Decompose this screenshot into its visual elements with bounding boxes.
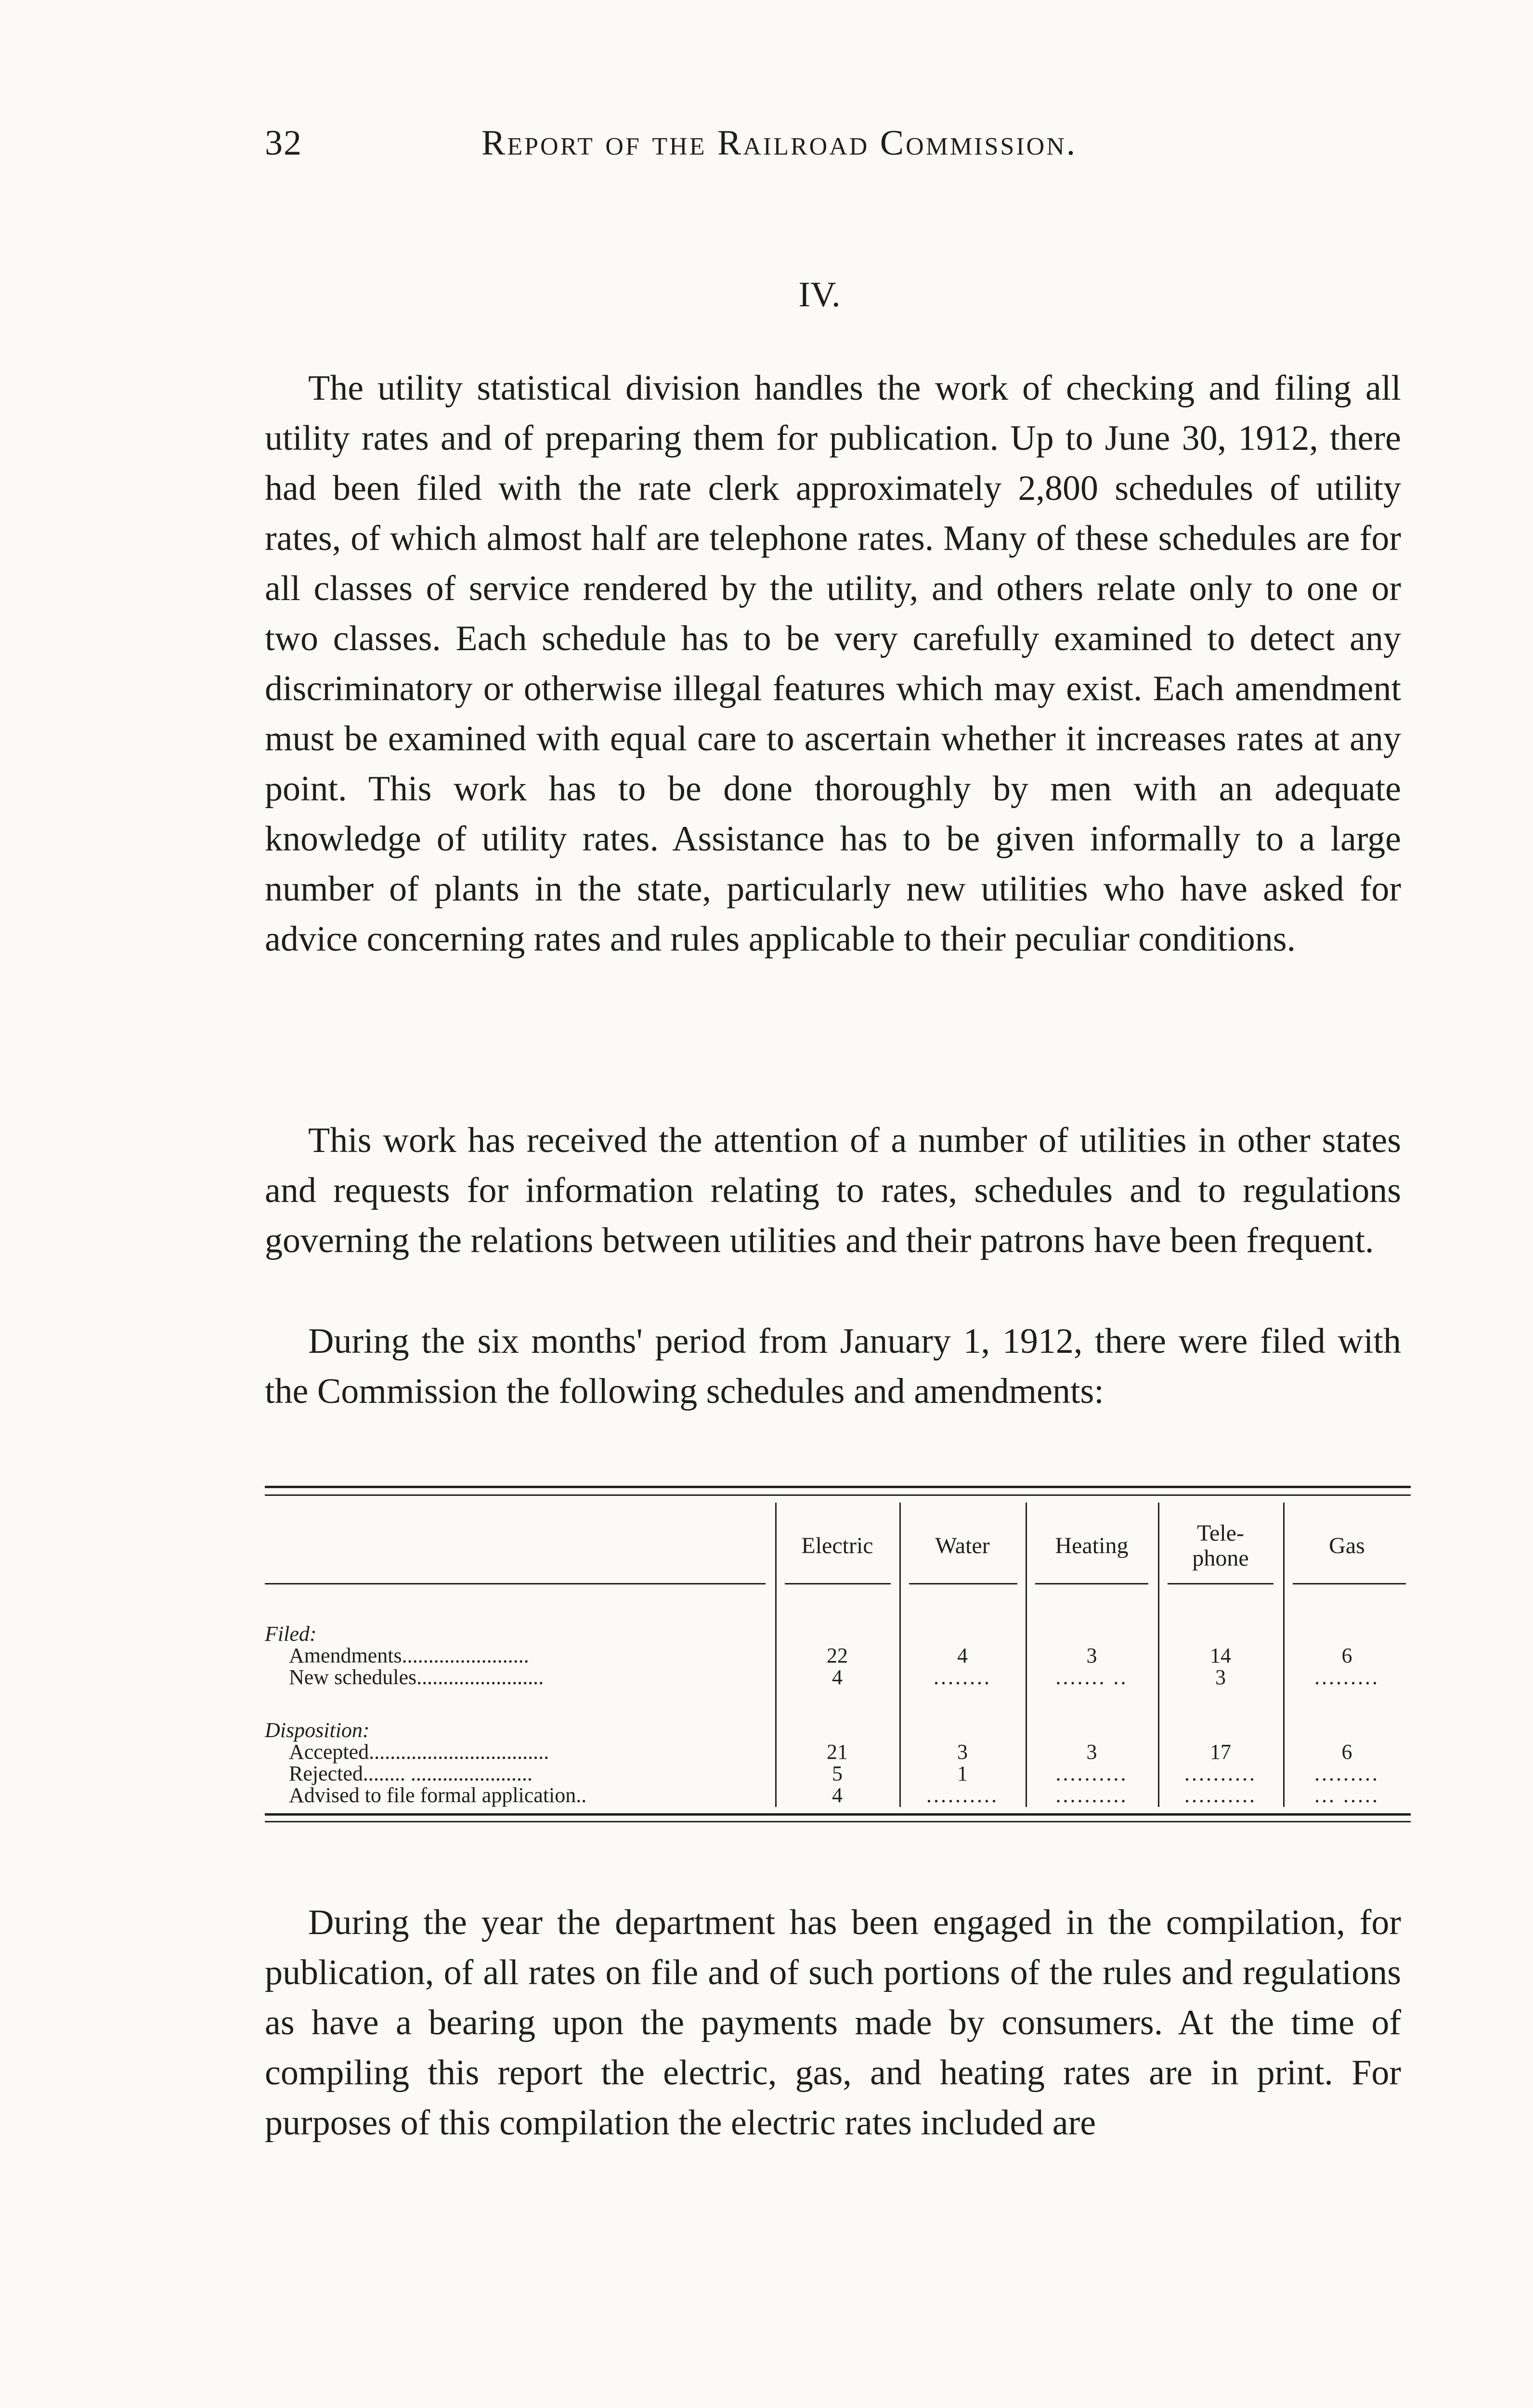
cell-accepted-gas: 6 (1341, 1740, 1352, 1764)
column-header-heating: Heating (1055, 1533, 1129, 1558)
paragraph-2-text: This work has received the attention of a number of utilities in other states and requests for information relating to rates, schedules and to regulations governing the relations between utilities and their patrons have been frequent. (265, 1121, 1401, 1260)
table-bottom-rule-2 (265, 1821, 1411, 1822)
column-header-electric: Electric (801, 1533, 873, 1558)
header-underline (1168, 1583, 1273, 1584)
cell-amendments-telephone: 14 (1210, 1644, 1231, 1667)
running-title: Report of the Railroad Commission. (481, 123, 1078, 163)
group-disposition (265, 1719, 586, 1806)
section-heading: IV. (798, 275, 841, 314)
group-label-disposition: Disposition: (265, 1718, 370, 1742)
cell-accepted-heating: 3 (1086, 1740, 1097, 1764)
cell-amendments-gas: 6 (1341, 1644, 1352, 1667)
cell-new-schedules-gas: ......... (1314, 1665, 1379, 1689)
column-header-water: Water (935, 1533, 990, 1558)
paragraph-4 (265, 1898, 1401, 2148)
table-top-rule (265, 1486, 1411, 1488)
paragraph-1-text: The utility statistical division handles the work of checking and filing all utility rates and of preparing them for publication. Up to June 30, 1912, there had been filed with the rate clerk approximately 2,800 schedules of utility rates, of which almost half are telephone rates. Many of these schedules are for all classes of service rendered by the utility, and others relate only to one or two classes. Each schedule has to be very carefully examined to detect any discriminatory or otherwise illegal features which may exist. Each amendment must be examined with equal care to ascertain whether it increases rates at any point. This work has to be done thoroughly by men with an adequate knowledge of utility rates. Assistance has to be given informally to a large number of plants in the state, particularly new utilities who have asked for advice concerning rates and rules applicable to their peculiar conditions. (265, 368, 1401, 959)
row-label-accepted: Accepted.................................. (289, 1740, 549, 1764)
row-label-advised: Advised to file formal application.. (289, 1783, 587, 1807)
header-underline (1293, 1583, 1406, 1584)
header-underline (785, 1583, 891, 1584)
header-underline (1035, 1583, 1148, 1584)
cell-rejected-electric: 5 (832, 1762, 843, 1785)
cell-advised-heating: .......... (1055, 1783, 1128, 1807)
cell-rejected-heating: .......... (1055, 1762, 1128, 1785)
paragraph-2 (265, 1115, 1401, 1266)
row-label-new-schedules: New schedules........................ (289, 1665, 544, 1689)
column-header-gas: Gas (1329, 1533, 1365, 1558)
schedules-table (265, 1476, 1411, 1830)
cell-new-schedules-water: ........ (934, 1665, 991, 1689)
row-label-amendments: Amendments........................ (289, 1644, 529, 1667)
paragraph-4-text: During the year the department has been engaged in the compilation, for publication, of all rates on file and of such portions of the rules and regulations as have a bearing upon the payments made by consumers. At the time of compiling this report the electric, gas, and heating rates are in print. For purposes of this compilation the electric rates included are (265, 1903, 1401, 2143)
cell-new-schedules-electric: 4 (832, 1665, 843, 1689)
cell-rejected-telephone: .......... (1184, 1762, 1257, 1785)
cell-new-schedules-telephone: 3 (1215, 1665, 1226, 1689)
cell-rejected-water: 1 (957, 1762, 968, 1785)
row-label-rejected: Rejected........ ....................... (289, 1762, 533, 1785)
table-top-rule-2 (265, 1494, 1411, 1496)
table-bottom-rule (265, 1813, 1411, 1816)
cell-accepted-water: 3 (957, 1740, 968, 1764)
column-header-telephone-line1: Tele- (1197, 1520, 1244, 1546)
page-number: 32 (265, 123, 302, 163)
cell-advised-gas: ... ..... (1314, 1783, 1379, 1807)
group-filed (265, 1623, 544, 1688)
cell-accepted-electric: 21 (827, 1740, 848, 1764)
paragraph-1 (265, 363, 1401, 964)
cell-advised-electric: 4 (832, 1783, 843, 1807)
cell-new-schedules-heating: ....... .. (1055, 1665, 1128, 1689)
cell-advised-water: .......... (926, 1783, 999, 1807)
cell-amendments-water: 4 (957, 1644, 968, 1667)
cell-accepted-telephone: 17 (1210, 1740, 1231, 1764)
cell-rejected-gas: ......... (1314, 1762, 1379, 1785)
paragraph-3 (265, 1316, 1401, 1416)
header-underline (909, 1583, 1017, 1584)
column-header-telephone-line2: phone (1192, 1545, 1249, 1571)
paragraph-3-text: During the six months' period from January 1, 1912, there were filed with the Commission the following schedules and amendments: (265, 1322, 1401, 1411)
cell-advised-telephone: .......... (1184, 1783, 1257, 1807)
column-header-telephone (1158, 1515, 1283, 1577)
cell-amendments-heating: 3 (1086, 1644, 1097, 1667)
header-underline (265, 1583, 766, 1584)
cell-amendments-electric: 22 (827, 1644, 848, 1667)
group-label-filed: Filed: (265, 1622, 317, 1646)
